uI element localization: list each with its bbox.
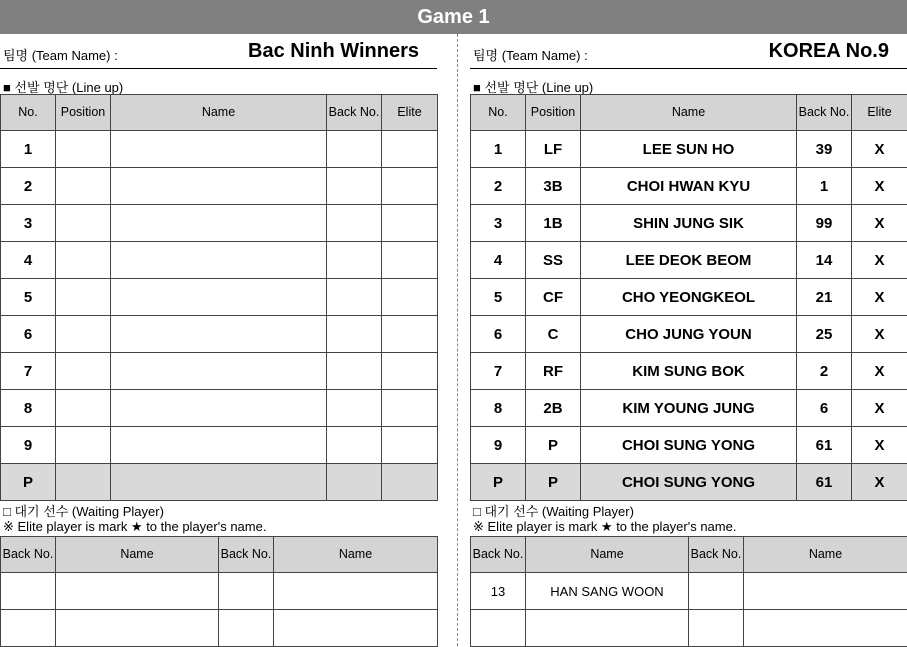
lineup-cell-elite: X [852, 353, 907, 390]
left-lineup-table [0, 94, 438, 501]
lineup-row [471, 353, 907, 390]
lineup-row [471, 464, 907, 501]
lineup-cell-back-no [327, 242, 382, 279]
lineup-cell-position: P [526, 427, 581, 464]
header-elite: Elite [382, 95, 438, 131]
lineup-cell-back-no: 25 [797, 316, 852, 353]
lineup-cell-position: P [526, 464, 581, 501]
lineup-cell-elite [382, 316, 438, 353]
lineup-cell-position: 2B [526, 390, 581, 427]
waiting-cell-name [56, 573, 219, 610]
left-lineup-body [1, 131, 438, 501]
lineup-cell-no: 4 [1, 242, 56, 279]
lineup-row [1, 131, 438, 168]
lineup-cell-no: 3 [1, 205, 56, 242]
lineup-row [471, 168, 907, 205]
lineup-cell-name [111, 427, 327, 464]
lineup-cell-position [56, 205, 111, 242]
lineup-cell-back-no: 6 [797, 390, 852, 427]
lineup-cell-name [111, 464, 327, 501]
right-waiting-body [471, 573, 907, 647]
lineup-cell-no: 8 [471, 390, 526, 427]
header-back-no: Back No. [471, 537, 526, 573]
lineup-cell-no: P [1, 464, 56, 501]
lineup-cell-no: 1 [1, 131, 56, 168]
lineup-cell-position: 1B [526, 205, 581, 242]
lineup-cell-back-no [327, 427, 382, 464]
waiting-row [471, 573, 907, 610]
waiting-header-row [471, 537, 907, 573]
lineup-row [471, 242, 907, 279]
waiting-cell-name-2 [744, 610, 907, 647]
lineup-cell-position: 3B [526, 168, 581, 205]
lineup-cell-name [111, 279, 327, 316]
waiting-cell-name: HAN SANG WOON [526, 573, 689, 610]
lineup-cell-no: 7 [1, 353, 56, 390]
lineup-cell-elite: X [852, 205, 907, 242]
waiting-cell-back-no-2 [689, 610, 744, 647]
lineup-cell-name: CHO YEONGKEOL [581, 279, 797, 316]
lineup-cell-position [56, 242, 111, 279]
header-name: Name [111, 95, 327, 131]
header-back-no: Back No. [1, 537, 56, 573]
lineup-cell-elite [382, 353, 438, 390]
header-back-no: Back No. [219, 537, 274, 573]
lineup-cell-elite [382, 168, 438, 205]
lineup-row [1, 464, 438, 501]
lineup-cell-position: C [526, 316, 581, 353]
header-elite: Elite [852, 95, 907, 131]
lineup-cell-no: 9 [1, 427, 56, 464]
lineup-row [1, 427, 438, 464]
lineup-row [471, 316, 907, 353]
lineup-cell-position [56, 353, 111, 390]
lineup-cell-name: CHOI HWAN KYU [581, 168, 797, 205]
lineup-cell-back-no: 99 [797, 205, 852, 242]
waiting-cell-back-no-2 [219, 610, 274, 647]
waiting-cell-back-no-2 [689, 573, 744, 610]
left-elite-note: ※ Elite player is mark ★ to the player's name. [3, 519, 266, 535]
lineup-cell-back-no: 39 [797, 131, 852, 168]
lineup-cell-elite: X [852, 168, 907, 205]
waiting-cell-back-no-2 [219, 573, 274, 610]
left-waiting-table [0, 536, 438, 647]
lineup-row [471, 131, 907, 168]
lineup-cell-back-no: 61 [797, 464, 852, 501]
lineup-row [1, 168, 438, 205]
waiting-cell-back-no [1, 610, 56, 647]
waiting-cell-name-2 [274, 573, 438, 610]
lineup-cell-no: 1 [471, 131, 526, 168]
lineup-cell-elite: X [852, 427, 907, 464]
header-no: No. [1, 95, 56, 131]
lineup-cell-position [56, 390, 111, 427]
lineup-cell-name [111, 168, 327, 205]
right-team-name: KOREA No.9 [769, 40, 889, 63]
lineup-cell-name: KIM YOUNG JUNG [581, 390, 797, 427]
lineup-cell-elite: X [852, 279, 907, 316]
lineup-cell-name: LEE DEOK BEOM [581, 242, 797, 279]
team-name-label: 팀명 (Team Name) : [473, 45, 588, 64]
lineup-cell-position [56, 427, 111, 464]
lineup-cell-name: CHO JUNG YOUN [581, 316, 797, 353]
lineup-cell-elite [382, 464, 438, 501]
lineup-cell-name [111, 205, 327, 242]
lineup-cell-elite [382, 427, 438, 464]
lineup-row [1, 316, 438, 353]
lineup-cell-back-no [327, 390, 382, 427]
header-name: Name [744, 537, 907, 573]
header-position: Position [526, 95, 581, 131]
lineup-cell-back-no [327, 353, 382, 390]
right-lineup-body [471, 131, 907, 501]
lineup-cell-back-no: 1 [797, 168, 852, 205]
lineup-cell-position [56, 168, 111, 205]
lineup-row [1, 390, 438, 427]
right-waiting-table [470, 536, 907, 647]
waiting-cell-back-no [1, 573, 56, 610]
lineup-row [1, 242, 438, 279]
lineup-cell-back-no [327, 464, 382, 501]
lineup-row [471, 427, 907, 464]
lineup-cell-elite [382, 279, 438, 316]
lineup-cell-elite: X [852, 131, 907, 168]
lineup-cell-no: 6 [471, 316, 526, 353]
waiting-cell-back-no: 13 [471, 573, 526, 610]
lineup-cell-elite [382, 131, 438, 168]
lineup-cell-no: 5 [471, 279, 526, 316]
lineup-cell-back-no [327, 316, 382, 353]
lineup-cell-back-no: 21 [797, 279, 852, 316]
waiting-cell-back-no [471, 610, 526, 647]
header-name: Name [526, 537, 689, 573]
lineup-cell-position [56, 316, 111, 353]
lineup-row [1, 279, 438, 316]
lineup-cell-name: KIM SUNG BOK [581, 353, 797, 390]
lineup-cell-elite [382, 205, 438, 242]
lineup-cell-name: LEE SUN HO [581, 131, 797, 168]
waiting-cell-name-2 [744, 573, 907, 610]
lineup-cell-elite: X [852, 316, 907, 353]
game-title: Game 1 [0, 0, 907, 34]
right-team-name-row [470, 35, 907, 69]
lineup-cell-position [56, 279, 111, 316]
waiting-cell-name [526, 610, 689, 647]
lineup-cell-no: 5 [1, 279, 56, 316]
lineup-cell-position [56, 131, 111, 168]
lineup-cell-no: 3 [471, 205, 526, 242]
team-name-label: 팀명 (Team Name) : [3, 45, 118, 64]
waiting-cell-name [56, 610, 219, 647]
lineup-row [471, 279, 907, 316]
lineup-cell-back-no: 2 [797, 353, 852, 390]
lineup-cell-name: CHOI SUNG YONG [581, 464, 797, 501]
waiting-row [1, 573, 438, 610]
lineup-cell-name [111, 242, 327, 279]
lineup-cell-position: CF [526, 279, 581, 316]
lineup-cell-no: P [471, 464, 526, 501]
lineup-cell-elite [382, 390, 438, 427]
lineup-cell-no: 4 [471, 242, 526, 279]
header-position: Position [56, 95, 111, 131]
left-lineup-label: ■ 선발 명단 (Line up) [3, 77, 123, 96]
lineup-cell-name: SHIN JUNG SIK [581, 205, 797, 242]
left-team-name-row [0, 35, 437, 69]
right-lineup-table [470, 94, 907, 501]
right-elite-note: ※ Elite player is mark ★ to the player's name. [473, 519, 736, 535]
waiting-row [471, 610, 907, 647]
lineup-cell-no: 9 [471, 427, 526, 464]
lineup-cell-name [111, 390, 327, 427]
lineup-cell-name [111, 316, 327, 353]
header-no: No. [471, 95, 526, 131]
waiting-header-row [1, 537, 438, 573]
header-name: Name [56, 537, 219, 573]
lineup-cell-name: CHOI SUNG YONG [581, 427, 797, 464]
right-waiting-label: □ 대기 선수 (Waiting Player) [473, 501, 634, 520]
lineup-row [471, 205, 907, 242]
left-waiting-body [1, 573, 438, 647]
lineup-cell-name [111, 353, 327, 390]
lineup-header-row [471, 95, 907, 131]
waiting-cell-name-2 [274, 610, 438, 647]
lineup-cell-name [111, 131, 327, 168]
lineup-cell-position: LF [526, 131, 581, 168]
lineup-row [471, 390, 907, 427]
lineup-header-row [1, 95, 438, 131]
lineup-row [1, 353, 438, 390]
header-name: Name [581, 95, 797, 131]
right-lineup-label: ■ 선발 명단 (Line up) [473, 77, 593, 96]
lineup-row [1, 205, 438, 242]
lineup-cell-back-no: 61 [797, 427, 852, 464]
team-name-underline [0, 68, 437, 69]
lineup-cell-no: 2 [1, 168, 56, 205]
team-name-underline [470, 68, 907, 69]
lineup-cell-position [56, 464, 111, 501]
waiting-row [1, 610, 438, 647]
left-waiting-label: □ 대기 선수 (Waiting Player) [3, 501, 164, 520]
page-divider [457, 34, 458, 646]
header-name: Name [274, 537, 438, 573]
header-back-no: Back No. [689, 537, 744, 573]
lineup-cell-back-no [327, 205, 382, 242]
lineup-cell-no: 7 [471, 353, 526, 390]
lineup-cell-no: 6 [1, 316, 56, 353]
lineup-cell-no: 8 [1, 390, 56, 427]
lineup-cell-position: SS [526, 242, 581, 279]
lineup-cell-elite: X [852, 464, 907, 501]
left-team-name: Bac Ninh Winners [248, 40, 419, 63]
lineup-cell-back-no: 14 [797, 242, 852, 279]
lineup-cell-elite [382, 242, 438, 279]
lineup-cell-elite: X [852, 242, 907, 279]
lineup-cell-no: 2 [471, 168, 526, 205]
lineup-cell-back-no [327, 131, 382, 168]
header-back-no: Back No. [797, 95, 852, 131]
lineup-cell-elite: X [852, 390, 907, 427]
lineup-cell-back-no [327, 168, 382, 205]
header-back-no: Back No. [327, 95, 382, 131]
lineup-cell-back-no [327, 279, 382, 316]
lineup-cell-position: RF [526, 353, 581, 390]
